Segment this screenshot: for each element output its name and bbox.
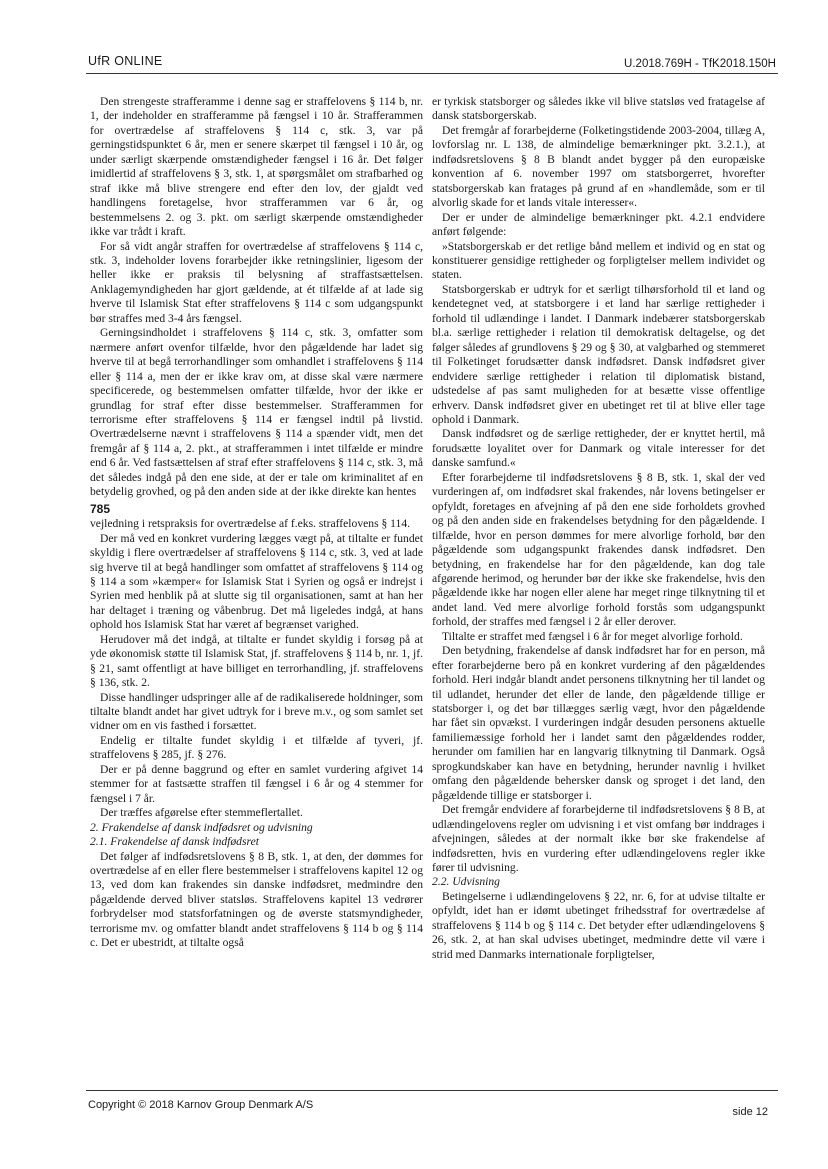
quote-paragraph: »Statsborgerskab er det retlige bånd mellem et individ og en stat og konstituerer gensidige rettigheder og forpligtelser mellem individet og staten. xyxy=(432,239,765,282)
left-text-column xyxy=(90,95,423,951)
quote-paragraph: Statsborgerskab er udtryk for et særligt tilhørsforhold til et land og kendetegnet ved, at statsborgere i et land har særlige rettigheder i forhold til udlændinge i landet. I Danmark indebærer statsborgerskab bl.a. særlige rettigheder i relation til demokratisk deltagelse, og det følger således af grundlovens § 29 og § 30, at valgbarhed og stemmeret til Folketinget forudsætter dansk indfødsret. Dansk indfødsret giver endvidere særlige rettigheder i relation til diplomatisk bistand, udstedelse af pas samt muligheden for at besætte visse offentlige erhverv. Dansk indfødsret giver en ubetinget ret til at blive eller tage ophold i Danmark. xyxy=(432,282,765,426)
paragraph: Tiltalte er straffet med fængsel i 6 år for meget alvorlige forhold. xyxy=(442,629,743,643)
footer-copyright: Copyright © 2018 Karnov Group Denmark A/S xyxy=(88,1099,314,1111)
paragraph: Efter forarbejderne til indfødsretslovens § 8 B, stk. 1, skal der ved vurderingen af, om indfødsret skal frakendes, når lovens betingelser er opfyldt, foretages en afvejning af på den ene side forholdets grovhed og på den anden side en frakendelses betydning for den pågældende. I tilfælde, hvor en person dømmes for mere alvorlige forhold, bør den pågældende som udgangspunkt frakendes dansk indfødsret. Den betydning, en frakendelse har for den pågældende, kan dog tale afgørende herimod, og herunder bør der ikke ske frakendelse, hvis den pågældende ikke har nogen eller alene har meget ringe tilknytning til et andet land. Ved mere alvorlige forhold forstås som udgangspunkt forhold, der straffes med fængsel i 2 år eller derover. xyxy=(432,470,765,629)
paragraph: Det fremgår endvidere af forarbejderne til indfødsretslovens § 8 B, at udlændingelovens regler om udvisning i et vist omfang bør inddrages i afvejningen, således at der normalt ikke bør ske frakendelse af indfødsretten, hvis en vurdering efter udlændingelovens regler ikke fører til udvisning. xyxy=(432,803,765,875)
footer-divider xyxy=(86,1090,778,1091)
right-text-column xyxy=(432,95,765,962)
quote-paragraph: Dansk indfødsret og de særlige rettigheder, der er knyttet hertil, må forudsætte loyalitet over for Danmark og vitale interesser for det danske samfund.« xyxy=(432,427,765,470)
paragraph: er tyrkisk statsborger og således ikke vil blive statsløs ved fratagelse af dansk statsborgerskab. xyxy=(432,95,765,123)
paragraph: Det fremgår af forarbejderne (Folketingstidende 2003-2004, tillæg A, lovforslag nr. L 138, de almindelige bemærkninger pkt. 3.2.1.), at indfødsretslovens § 8 B blandt andet bygger på den europæiske konvention af 6. november 1997 om statsborgerret, hvorefter statsborgerskab kan fratages på grund af en »handlemåde, som er til alvorlig skade for et lands vitale interesser«. xyxy=(432,123,765,210)
paragraph: Der må ved en konkret vurdering lægges vægt på, at tiltalte er fundet skyldig i flere overtrædelser af straffelovens § 114 c, stk. 3, ved at lade sig hverve til at begå handlinger som omfattet af straffelovens § 114 og § 114 a som »kæmper« for Islamisk Stat i Syrien og også er indrejst i Syrien med henblik på at slutte sig til organisationen, samt at han her har deltaget i træning og våbenbrug. Det må ligeledes indgå, at hans ophold hos Islamisk Stat har været af begrænset varighed. xyxy=(90,531,423,632)
original-page-marker: 785 xyxy=(90,501,111,516)
paragraph: Endelig er tiltalte fundet skyldig i et tilfælde af tyveri, jf. straffelovens § 285, jf. § 276. xyxy=(90,733,423,762)
paragraph: Betingelserne i udlændingelovens § 22, nr. 6, for at udvise tiltalte er opfyldt, idet han er idømt ubetinget frihedsstraf for overtrædelse af straffelovens § 114 b og § 114 c. Det betyder efter udlændingelovens § 26, stk. 2, at han skal udvises ubetinget, medmindre dette vil være i strid med Danmarks internationale forpligtelser, xyxy=(432,889,765,961)
footer-page-number: side 12 xyxy=(732,1106,768,1118)
paragraph: Den betydning, frakendelse af dansk indfødsret har for en person, må efter forarbejderne bero på en konkret vurdering af den pågældendes forhold. Heri indgår blandt andet personens tilknytning her til landet og til udlandet, herunder det eller de lande, den pågældende tillige er statsborger i, og det bør tillægges særlig vægt, hvor den pågældende har fået sin opvækst. I vurderingen indgår desuden personens aktuelle familiemæssige forhold her i landet samt den pågældendes rodder, herunder om familien har en langvarig tilknytning til Danmark. Også sprogkundskaber kan have en betydning, herunder navnlig i hvilket omfang den pågældende behersker dansk og sproget i det land, den pågældende tillige er statsborger i. xyxy=(432,644,765,802)
paragraph: Disse handlinger udspringer alle af de radikaliserede holdninger, som tiltalte blandt andet har givet udtryk for i breve m.v., og som samlet set vidner om en vis fasthed i forsættet. xyxy=(90,690,423,733)
header-divider xyxy=(86,73,778,74)
paragraph: Gerningsindholdet i straffelovens § 114 c, stk. 3, omfatter som nærmere anført ovenfor tilfælde, hvor den pågældende har ladet sig hverve til at begå terrorhandlinger som omhandlet i straffelovens § 114 eller § 114 a, men der er ikke krav om, at disse skal være nærmere specificerede, og bestemmelsen omfatter tilfælde, hvor der ikke er grundlag for straf efter disse bestemmelser. Strafferammen for terrorisme efter straffelovens § 114 er fængsel indtil på livstid. Overtrædelserne nævnt i straffelovens § 114 a spænder vidt, men det fremgår af § 114 a, 2. pkt., at strafferammen i intet tilfælde er mindre end 6 år. Ved fastsættelsen af straf efter straffelovens § 114 c, stk. 3, må det således indgå på den ene side, at der er tale om kriminalitet af en betydelig grovhed, og på den anden side at der ikke direkte kan hentes xyxy=(90,326,423,499)
section-heading: 2. Frakendelse af dansk indfødsret og udvisning xyxy=(90,820,313,834)
paragraph: Herudover må det indgå, at tiltalte er fundet skyldig i forsøg på at yde økonomisk støtte til Islamisk Stat, jf. straffelovens § 114 b, nr. 1, jf. § 21, samt offentligt at have billiget en terrorhandling, jf. straffelovens § 136, stk. 2. xyxy=(90,632,423,690)
paragraph: Det følger af indfødsretslovens § 8 B, stk. 1, at den, der dømmes for overtrædelse af en eller flere bestemmelser i straffelovens kapitel 12 og 13, ved dom kan frakendes sin danske indfødsret, medmindre den pågældende derved bliver statsløs. Straffelovens kapitel 13 vedrører forbrydelser mod statsforfatningen og de øverste statsmyndigheder, terrorisme mv. og omfatter blandt andet straffelovens § 114 b og § 114 c. Det er ubestridt, at tiltalte også xyxy=(90,849,423,950)
header-case-reference: U.2018.769H - TfK2018.150H xyxy=(624,58,776,70)
subsection-heading: 2.2. Udvisning xyxy=(432,875,500,889)
paragraph: Den strengeste strafferamme i denne sag er straffelovens § 114 b, nr. 1, der indeholder en strafferamme på fængsel i 10 år. Strafferammen for overtrædelse af straffelovens § 114 c, stk. 3, var på gerningstidspunktet 6 år, men er senere skærpet til fængsel i 10 år, og under særligt skærpende omstændigheder fængsel i 16 år. Det følger imidlertid af straffelovens § 3, stk. 1, at spørgsmålet om strafbarhed og straf ikke må blive strengere end efter den lov, der gjaldt ved handlingens foretagelse, hvor strafferammen var 6 år, og bestemmelsens 2. og 3. pkt. om særligt skærpende omstændigheder ikke var trådt i kraft. xyxy=(90,95,423,239)
paragraph: vejledning i retspraksis for overtrædelse af f.eks. straffelovens § 114. xyxy=(90,517,411,531)
paragraph: Der træffes afgørelse efter stemmeflertallet. xyxy=(100,806,303,820)
paragraph: Der er under de almindelige bemærkninger pkt. 4.2.1 endvidere anført følgende: xyxy=(432,210,765,239)
paragraph: Der er på denne baggrund og efter en samlet vurdering afgivet 14 stemmer for at fastsætte straffen til fængsel i 6 år og 4 stemmer for fængsel i 7 år. xyxy=(90,762,423,805)
paragraph: For så vidt angår straffen for overtrædelse af straffelovens § 114 c, stk. 3, indeholder lovens forarbejder ikke retningslinier, ligesom der heller ikke er praksis til belysning af straffastsættelsen. Anklagemyndigheden har gjort gældende, at ét tilfælde af at lade sig hverve til Islamisk Stat efter straffelovens § 114 c som udgangspunkt bør straffes med 3-4 års fængsel. xyxy=(90,239,423,325)
subsection-heading: 2.1. Frakendelse af dansk indfødsret xyxy=(90,835,259,849)
header-publication-title: UfR ONLINE xyxy=(88,54,163,68)
